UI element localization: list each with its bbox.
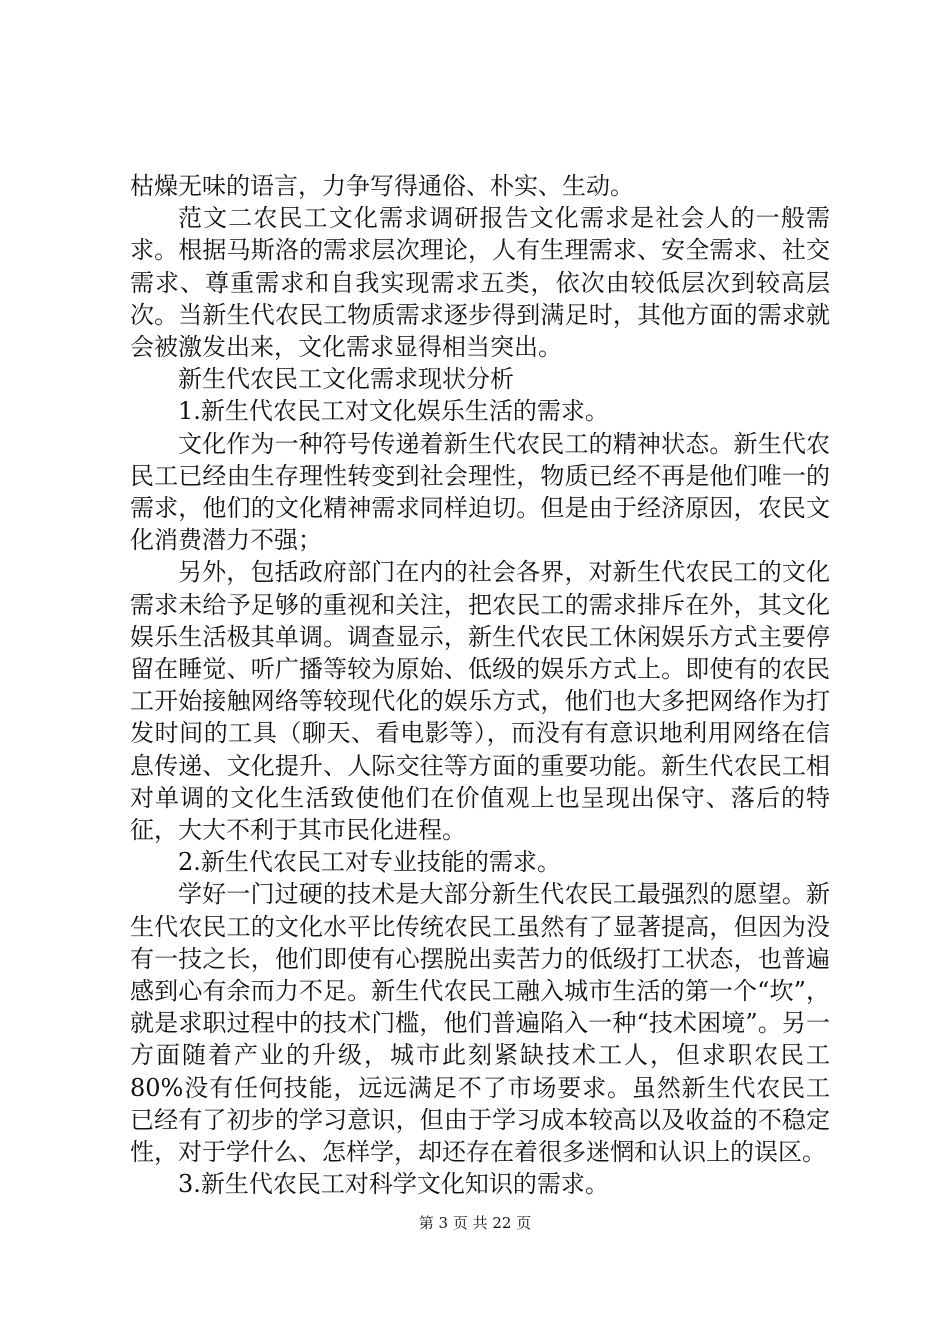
subsection-heading-2: 2.新生代农民工对专业技能的需求。 [178, 848, 561, 877]
paragraph-culture-1: 文化作为一种符号传递着新生代农民工的精神状态。新生代农民工已经由生存理性转变到社会理性，物质已经不再是他们唯一的需求，他们的文化精神需求同样迫切。但是由于经济原因，农民文化消费潜力不强； [130, 429, 830, 555]
page-number-footer: 第 3 页 共 22 页 [418, 1214, 532, 1232]
paragraph-intro: 范文二农民工文化需求调研报告文化需求是社会人的一般需求。根据马斯洛的需求层次理论，人有生理需求、安全需求、社交需求、尊重需求和自我实现需求五类，依次由较低层次到较高层次。当新生代农民工物质需求逐步得到满足时，其他方面的需求就会被激发出来，文化需求显得相当突出。 [130, 204, 830, 362]
document-body [130, 170, 830, 1201]
paragraph-culture-2: 另外，包括政府部门在内的社会各界，对新生代农民工的文化需求未给予足够的重视和关注，把农民工的需求排斥在外，其文化娱乐生活极其单调。调查显示，新生代农民工休闲娱乐方式主要停留在睡觉、听广播等较为原始、低级的娱乐方式上。即使有的农民工开始接触网络等较现代化的娱乐方式，他们也大多把网络作为打发时间的工具（聊天、看电影等），而没有有意识地利用网络在信息传递、文化提升、人际交往等方面的重要功能。新生代农民工相对单调的文化生活致使他们在价值观上也呈现出保守、落后的特征，大大不利于其市民化进程。 [130, 558, 830, 845]
paragraph-skills: 学好一门过硬的技术是大部分新生代农民工最强烈的愿望。新生代农民工的文化水平比传统农民工虽然有了显著提高，但因为没有一技之长，他们即使有心摆脱出卖苦力的低级打工状态，也普遍感到心有余而力不足。新生代农民工融入城市生活的第一个“坎”，就是求职过程中的技术门槛，他们普遍陷入一种“技术困境”。另一方面随着产业的升级，城市此刻紧缺技术工人，但求职农民工80%没有任何技能，远远满足不了市场要求。虽然新生代农民工已经有了初步的学习意识，但由于学习成本较高以及收益的不稳定性，对于学什么、怎样学，却还存在着很多迷惘和认识上的误区。 [130, 880, 830, 1167]
subsection-heading-3: 3.新生代农民工对科学文化知识的需求。 [178, 1170, 609, 1199]
subsection-heading-1: 1.新生代农民工对文化娱乐生活的需求。 [178, 397, 609, 426]
paragraph-continuation: 枯燥无味的语言，力争写得通俗、朴实、生动。 [130, 172, 634, 200]
section-heading: 新生代农民工文化需求现状分析 [178, 365, 514, 394]
